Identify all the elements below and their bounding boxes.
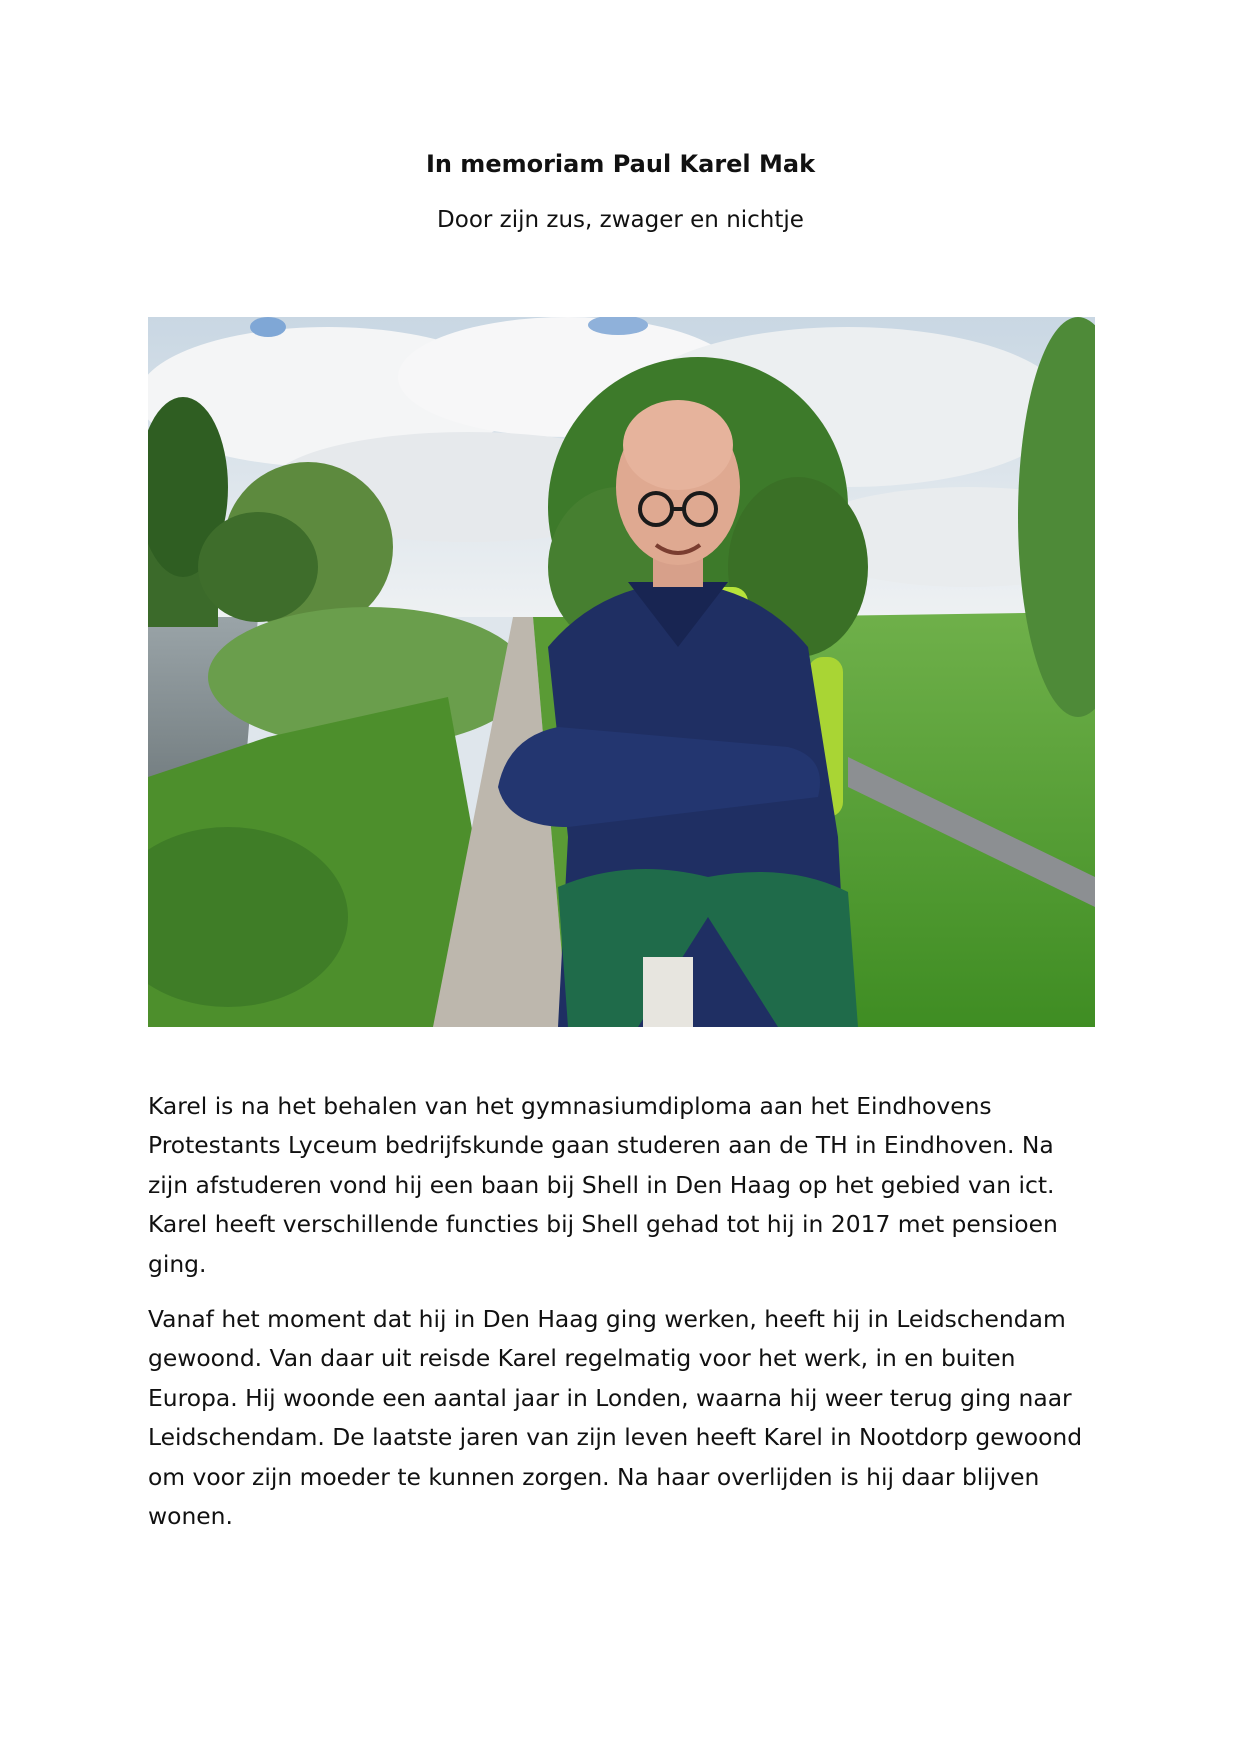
page-title: In memoriam Paul Karel Mak <box>425 150 816 178</box>
page-subtitle: Door zijn zus, zwager en nichtje <box>437 207 804 233</box>
article-body <box>148 1087 1098 1552</box>
portrait-photo <box>148 317 1095 1027</box>
paragraph: Vanaf het moment dat hij in Den Haag ging werken, heeft hij in Leidschendam gewoond. Van daar uit reisde Karel regelmatig voor het werk, in en buiten Europa. Hij woonde een aantal jaar in Londen, waarna hij weer terug ging naar Leidschendam. De laatste jaren van zijn leven heeft Karel in Nootdorp gewoond om voor zijn moeder te kunnen zorgen. Na haar overlijden is hij daar blijven wonen. <box>148 1305 1083 1531</box>
paragraph: Karel is na het behalen van het gymnasiumdiploma aan het Eindhovens Protestants Lyceum bedrijfskunde gaan studeren aan de TH in Eindhoven. Na zijn afstuderen vond hij een baan bij Shell in Den Haag op het gebied van ict. Karel heeft verschillende functies bij Shell gehad tot hij in 2017 met pensioen ging. <box>148 1092 1058 1278</box>
